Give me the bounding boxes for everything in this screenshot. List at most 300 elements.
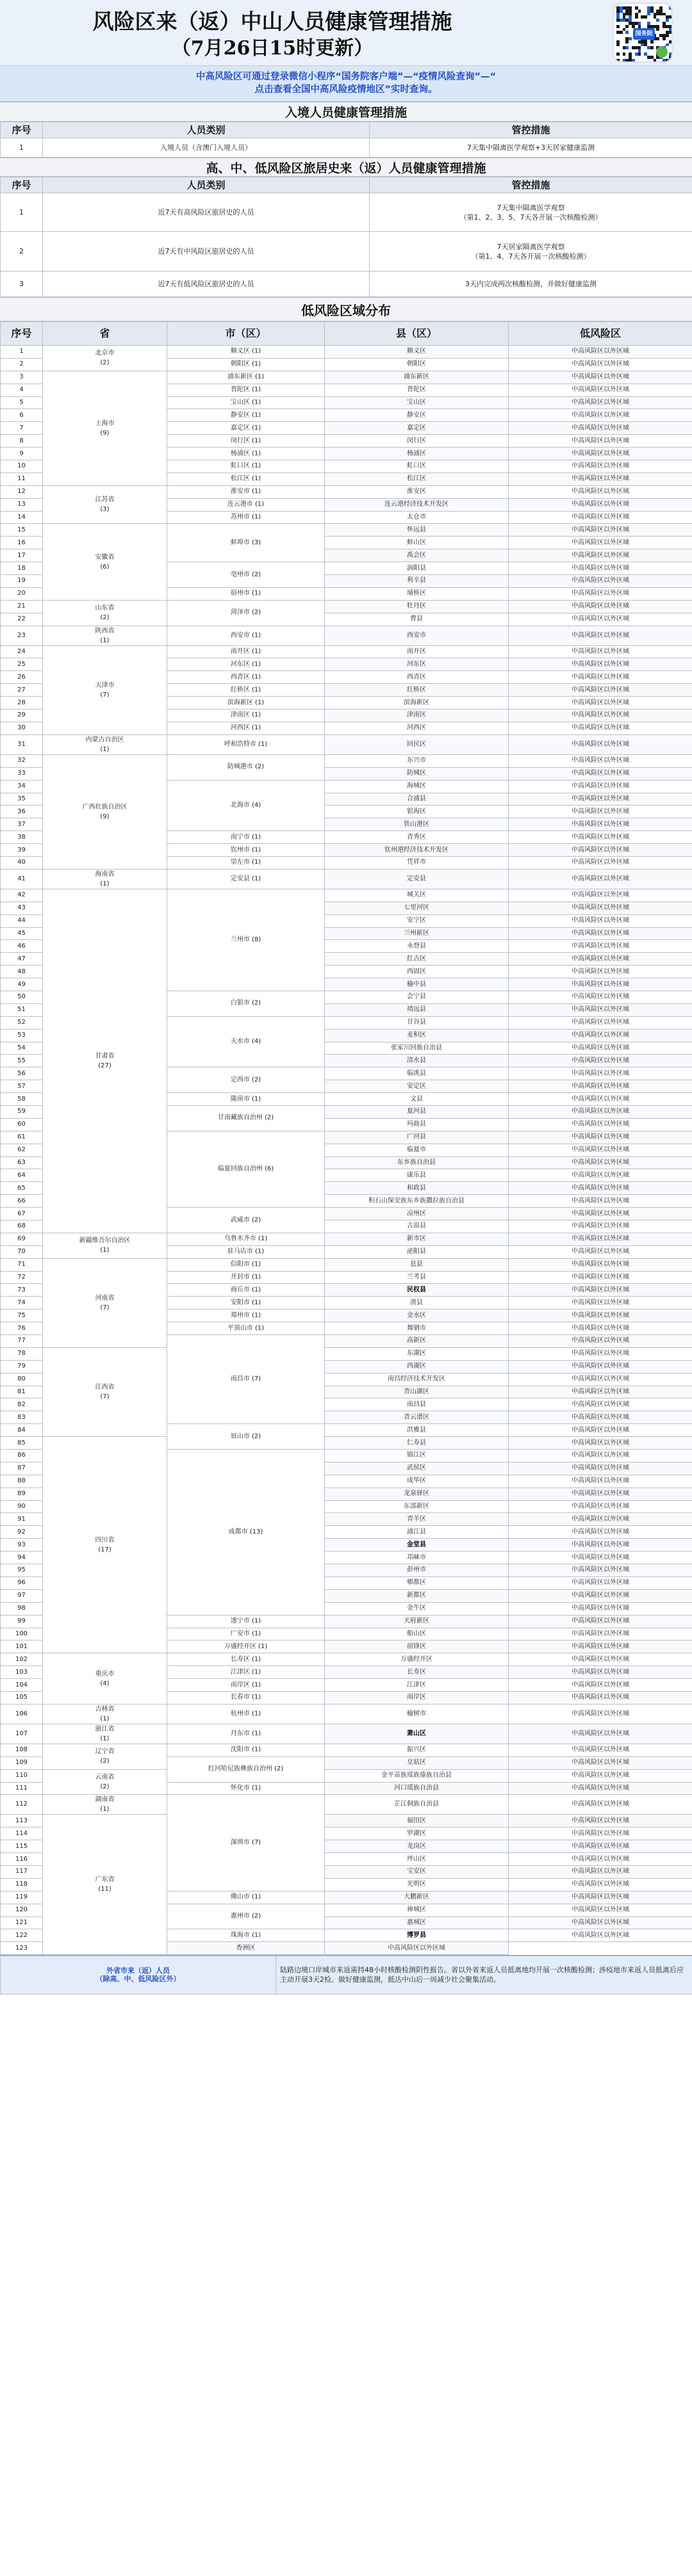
row-no: 26 <box>1 671 43 684</box>
row-no: 50 <box>1 991 43 1003</box>
table-row <box>1 1795 692 1815</box>
row-no: 9 <box>1 448 43 460</box>
area-cell: 中高风险区以外区域 <box>509 1373 692 1386</box>
county-cell: 泌阳县 <box>325 1245 509 1258</box>
city-cell: 菏泽市 (2) <box>167 600 325 626</box>
area-cell: 中高风险区以外区域 <box>509 575 692 588</box>
row-no: 10 <box>1 460 43 473</box>
county-cell: 宝山区 <box>325 396 509 409</box>
row-no: 40 <box>1 856 43 869</box>
city-cell: 红河哈尼族彝族自治州 (2) <box>167 1756 325 1782</box>
row-no: 28 <box>1 697 43 709</box>
county-cell: 张家川回族自治县 <box>325 1042 509 1055</box>
col-no: 序号 <box>1 177 43 193</box>
row-no: 75 <box>1 1309 43 1322</box>
row-no: 37 <box>1 818 43 831</box>
county-cell: 广河县 <box>325 1131 509 1144</box>
county-cell: 榆树市 <box>325 1704 509 1724</box>
row-no: 92 <box>1 1526 43 1539</box>
county-cell: 安宁区 <box>325 914 509 927</box>
province-cell: 天津市 (7) <box>43 645 167 734</box>
county-cell: 文县 <box>325 1093 509 1106</box>
city-cell: 驻马店市 (1) <box>167 1245 325 1258</box>
row-no: 43 <box>1 902 43 914</box>
area-cell: 中高风险区以外区域 <box>509 1029 692 1042</box>
row-no: 5 <box>1 396 43 409</box>
area-cell: 中高风险区以外区域 <box>509 1118 692 1131</box>
row-no: 45 <box>1 927 43 940</box>
area-cell: 中高风险区以外区域 <box>509 1347 692 1360</box>
row-no: 34 <box>1 780 43 793</box>
county-cell: 甘谷县 <box>325 1016 509 1029</box>
area-cell: 中高风险区以外区域 <box>509 1640 692 1653</box>
row-no: 6 <box>1 409 43 422</box>
row-no: 94 <box>1 1551 43 1564</box>
row-no: 70 <box>1 1245 43 1258</box>
county-cell: 临夏市 <box>325 1144 509 1156</box>
county-cell: 金牛区 <box>325 1602 509 1615</box>
area-cell: 中高风险区以外区域 <box>509 1182 692 1195</box>
county-cell: 新市区 <box>325 1233 509 1245</box>
measure-line1: 7天居家隔离医学观察 <box>497 242 565 251</box>
area-cell: 中高风险区以外区域 <box>509 1360 692 1373</box>
county-cell: 舞钢市 <box>325 1322 509 1335</box>
county-cell: 兰州新区 <box>325 927 509 940</box>
row-no: 97 <box>1 1589 43 1602</box>
area-cell: 中高风险区以外区域 <box>509 1891 692 1904</box>
col-no: 序号 <box>1 122 43 138</box>
row-no: 8 <box>1 435 43 448</box>
area-cell: 中高风险区以外区域 <box>509 914 692 927</box>
area-cell: 中高风险区以外区域 <box>509 1067 692 1080</box>
row-no: 82 <box>1 1398 43 1411</box>
area-cell: 中高风险区以外区域 <box>509 1704 692 1724</box>
area-cell: 中高风险区以外区域 <box>509 1916 692 1929</box>
row-no: 44 <box>1 914 43 927</box>
row-no: 3 <box>1 271 43 297</box>
row-type: 近7天有低风险区旅居史的人员 <box>43 271 370 297</box>
row-no: 20 <box>1 587 43 600</box>
area-cell: 中高风险区以外区域 <box>509 793 692 806</box>
area-cell: 中高风险区以外区域 <box>509 806 692 818</box>
row-no: 65 <box>1 1182 43 1195</box>
row-no: 115 <box>1 1840 43 1853</box>
area-cell: 中高风险区以外区域 <box>509 396 692 409</box>
county-cell: 连云港经济技术开发区 <box>325 498 509 511</box>
area-cell: 中高风险区以外区域 <box>509 1691 692 1704</box>
county-cell: 万盛经开区 <box>325 1653 509 1666</box>
county-cell: 锦江区 <box>325 1450 509 1462</box>
notice-line2: 点击查看全国中高风险疫情地区”实时查询。 <box>254 85 438 95</box>
area-cell: 中高风险区以外区域 <box>509 869 692 889</box>
city-cell: 河西区 (1) <box>167 722 325 734</box>
county-cell: 民权县 <box>325 1284 509 1297</box>
county-cell: 顺义区 <box>325 346 509 359</box>
province-cell: 云南省 (2) <box>43 1769 167 1795</box>
area-cell: 中高风险区以外区域 <box>509 1245 692 1258</box>
row-no: 96 <box>1 1576 43 1589</box>
area-cell: 中高风险区以外区域 <box>509 1220 692 1233</box>
area-cell: 中高风险区以外区域 <box>509 1815 692 1827</box>
area-cell: 中高风险区以外区域 <box>509 448 692 460</box>
area-cell: 中高风险区以外区域 <box>509 1782 692 1795</box>
county-cell: 杨浦区 <box>325 448 509 460</box>
area-cell: 中高风险区以外区域 <box>509 927 692 940</box>
county-cell: 禅城区 <box>325 1904 509 1916</box>
county-cell: 西湖区 <box>325 1360 509 1373</box>
city-cell: 遂宁市 (1) <box>167 1615 325 1628</box>
county-cell: 长寿区 <box>325 1666 509 1679</box>
row-type: 入境人员（含澳门入境人员） <box>43 138 370 158</box>
row-no: 35 <box>1 793 43 806</box>
county-cell: 松江区 <box>325 473 509 485</box>
row-no: 64 <box>1 1169 43 1182</box>
row-no: 1 <box>1 193 43 232</box>
city-cell: 杨浦区 (1) <box>167 448 325 460</box>
city-cell: 亳州市 (2) <box>167 562 325 588</box>
area-cell: 中高风险区以外区域 <box>509 600 692 613</box>
county-cell: 南昌经济技术开发区 <box>325 1373 509 1386</box>
county-cell: 钦州港经济技术开发区 <box>325 844 509 857</box>
notice <box>0 66 692 102</box>
row-no: 12 <box>1 485 43 498</box>
row-no: 110 <box>1 1769 43 1782</box>
area-cell: 中高风险区以外区域 <box>509 1589 692 1602</box>
city-cell: 眉山市 (2) <box>167 1424 325 1450</box>
county-cell: 防城区 <box>325 767 509 780</box>
city-cell: 松江区 (1) <box>167 473 325 485</box>
province-cell: 广东省 (11) <box>43 1815 167 1955</box>
row-no: 117 <box>1 1865 43 1878</box>
row-no: 27 <box>1 684 43 697</box>
area-cell: 中高风险区以外区域 <box>509 1195 692 1208</box>
city-cell: 滨海新区 (1) <box>167 697 325 709</box>
city-cell: 珠海市 (1) <box>167 1929 325 1942</box>
area-cell: 中高风险区以外区域 <box>509 409 692 422</box>
sec1-title: 入境人员健康管理措施 <box>0 102 692 122</box>
county-cell: 津南区 <box>325 709 509 722</box>
county-cell: 皇姑区 <box>325 1756 509 1769</box>
row-no: 14 <box>1 511 43 524</box>
province-cell: 江苏省 (3) <box>43 485 167 524</box>
measure-line2: （第1、2、3、5、7天各开展一次核酸检测） <box>459 213 602 222</box>
city-cell: 信阳市 (1) <box>167 1258 325 1271</box>
county-cell: 滑县 <box>325 1297 509 1309</box>
county-cell: 东兴市 <box>325 754 509 767</box>
city-cell: 武威市 (2) <box>167 1208 325 1233</box>
qr-code[interactable] <box>613 3 673 63</box>
footer-left-line2: （除高、中、低风险区外） <box>95 1975 181 1984</box>
area-cell: 中高风险区以外区域 <box>509 626 692 645</box>
row-measure <box>370 271 692 297</box>
county-cell: 船山区 <box>325 1628 509 1640</box>
row-no: 98 <box>1 1602 43 1615</box>
county-cell: 大鹏新区 <box>325 1891 509 1904</box>
row-no: 49 <box>1 978 43 991</box>
county-cell: 青山湖区 <box>325 1386 509 1398</box>
row-no: 32 <box>1 754 43 767</box>
city-cell: 朝阳区 (1) <box>167 358 325 371</box>
row-no: 113 <box>1 1815 43 1827</box>
row-no: 24 <box>1 645 43 658</box>
city-cell: 崇左市 (1) <box>167 856 325 869</box>
county-cell: 高新区 <box>325 1335 509 1348</box>
county-cell: 城关区 <box>325 889 509 902</box>
province-cell: 山东省 (2) <box>43 600 167 626</box>
row-no: 63 <box>1 1156 43 1169</box>
row-no: 120 <box>1 1904 43 1916</box>
county-cell: 龙岗区 <box>325 1840 509 1853</box>
area-cell: 中高风险区以外区域 <box>509 1284 692 1297</box>
city-cell: 南昌市 (7) <box>167 1335 325 1424</box>
table-row <box>1 138 692 158</box>
row-no: 25 <box>1 658 43 671</box>
row-no: 2 <box>1 232 43 271</box>
area-cell: 中高风险区以外区域 <box>509 1105 692 1118</box>
row-no: 57 <box>1 1080 43 1093</box>
table-row <box>1 371 692 384</box>
county-cell: 彭州市 <box>325 1564 509 1577</box>
area-cell: 中高风险区以外区域 <box>509 1853 692 1866</box>
city-cell: 南岸区 (1) <box>167 1679 325 1692</box>
city-cell: 陇南市 (1) <box>167 1093 325 1106</box>
county-cell: 西固区 <box>325 966 509 978</box>
area-cell: 中高风险区以外区域 <box>509 1904 692 1916</box>
area-cell: 中高风险区以外区域 <box>509 1080 692 1093</box>
area-cell: 中高风险区以外区域 <box>509 511 692 524</box>
city-cell: 苏州市 (1) <box>167 511 325 524</box>
area-cell: 中高风险区以外区域 <box>509 1003 692 1016</box>
county-cell: 牡丹区 <box>325 600 509 613</box>
table-row <box>1 626 692 645</box>
row-no: 76 <box>1 1322 43 1335</box>
county-cell: 金平苗族瑶族傣族自治县 <box>325 1769 509 1782</box>
area-cell: 中高风险区以外区域 <box>509 734 692 754</box>
county-cell: 河口瑶族自治县 <box>325 1782 509 1795</box>
city-cell: 白银市 (2) <box>167 991 325 1016</box>
province-cell: 湖南省 (1) <box>43 1795 167 1815</box>
city-cell: 钦州市 (1) <box>167 844 325 857</box>
table-row <box>1 524 692 537</box>
area-cell: 中高风险区以外区域 <box>509 1055 692 1067</box>
city-cell: 安阳市 (1) <box>167 1297 325 1309</box>
area-cell: 中高风险区以外区域 <box>509 1827 692 1840</box>
city-cell: 宿州市 (1) <box>167 587 325 600</box>
county-cell: 萧山区 <box>325 1724 509 1744</box>
city-cell: 宝山区 (1) <box>167 396 325 409</box>
province-cell: 浙江省 (1) <box>43 1724 167 1744</box>
county-cell: 天府新区 <box>325 1615 509 1628</box>
county-cell: 龙泉驿区 <box>325 1487 509 1500</box>
row-no: 15 <box>1 524 43 537</box>
row-measure <box>370 232 692 271</box>
city-cell: 兰州市 (8) <box>167 889 325 991</box>
row-no: 4 <box>1 384 43 396</box>
county-cell: 邛崃市 <box>325 1551 509 1564</box>
county-cell: 凭祥市 <box>325 856 509 869</box>
county-cell: 武侯区 <box>325 1462 509 1475</box>
table-row <box>1 1347 692 1360</box>
city-cell: 南宁市 (1) <box>167 831 325 844</box>
row-no: 47 <box>1 953 43 966</box>
col-no: 序号 <box>1 322 43 346</box>
row-type: 近7天有中风险区旅居史的人员 <box>43 232 370 271</box>
area-cell: 中高风险区以外区域 <box>509 1016 692 1029</box>
city-cell: 顺义区 (1) <box>167 346 325 359</box>
row-no: 18 <box>1 562 43 575</box>
county-cell: 青云谱区 <box>325 1411 509 1424</box>
city-cell: 长春市 (1) <box>167 1691 325 1704</box>
area-cell: 中高风险区以外区域 <box>509 1462 692 1475</box>
col-city: 市（区） <box>167 322 325 346</box>
county-cell: 金水区 <box>325 1309 509 1322</box>
city-cell: 怀化市 (1) <box>167 1782 325 1795</box>
notice-line1: 中高风险区可通过登录微信小程序“国务院客户端”—“疫情风险查询”—“ <box>195 72 497 82</box>
area-cell: 中高风险区以外区域 <box>509 658 692 671</box>
row-no: 68 <box>1 1220 43 1233</box>
city-cell: 商丘市 (1) <box>167 1284 325 1297</box>
col-prov: 省 <box>43 322 167 346</box>
province-cell: 吉林省 (1) <box>43 1704 167 1724</box>
city-cell: 广安市 (1) <box>167 1628 325 1640</box>
county-cell: 朝阳区 <box>325 358 509 371</box>
footer-left-line1: 外省市来（返）人员 <box>106 1966 170 1975</box>
city-cell: 江津区 (1) <box>167 1666 325 1679</box>
county-cell: 河西区 <box>325 722 509 734</box>
row-no: 77 <box>1 1335 43 1348</box>
area-cell: 中高风险区以外区域 <box>509 902 692 914</box>
province-cell: 安徽省 (6) <box>43 524 167 600</box>
city-cell: 津南区 (1) <box>167 709 325 722</box>
table-row <box>1 600 692 613</box>
row-no: 90 <box>1 1500 43 1513</box>
footer-table <box>0 1955 692 1995</box>
row-no: 72 <box>1 1271 43 1284</box>
row-measure: 7天集中隔离医学观察+3天居家健康监测 <box>370 138 692 158</box>
area-cell: 中高风险区以外区域 <box>509 1724 692 1744</box>
row-no: 114 <box>1 1827 43 1840</box>
row-no: 71 <box>1 1258 43 1271</box>
area-cell: 中高风险区以外区域 <box>509 1322 692 1335</box>
table-row <box>1 889 692 902</box>
row-no: 106 <box>1 1704 43 1724</box>
county-cell: 息县 <box>325 1258 509 1271</box>
row-no: 100 <box>1 1628 43 1640</box>
row-no: 105 <box>1 1691 43 1704</box>
row-no: 41 <box>1 869 43 889</box>
province-cell: 广西壮族自治区 (9) <box>43 754 167 869</box>
city-cell: 呼和浩特市 (1) <box>167 734 325 754</box>
county-cell: 古浪县 <box>325 1220 509 1233</box>
city-cell: 临夏回族自治州 (6) <box>167 1131 325 1207</box>
row-no: 109 <box>1 1756 43 1769</box>
row-no: 60 <box>1 1118 43 1131</box>
county-cell: 南开区 <box>325 645 509 658</box>
area-cell: 中高风险区以外区域 <box>509 1539 692 1551</box>
row-no: 83 <box>1 1411 43 1424</box>
row-no: 79 <box>1 1360 43 1373</box>
area-cell: 中高风险区以外区域 <box>509 1335 692 1348</box>
table-row <box>1 1724 692 1744</box>
table-row <box>1 1653 692 1666</box>
city-cell: 天水市 (4) <box>167 1016 325 1067</box>
county-cell: 光明区 <box>325 1878 509 1891</box>
qr-badge: 国务院 <box>633 28 655 40</box>
county-cell: 铁山港区 <box>325 818 509 831</box>
county-cell: 静安区 <box>325 409 509 422</box>
row-no: 58 <box>1 1093 43 1106</box>
city-cell: 乌鲁木齐市 (1) <box>167 1233 325 1245</box>
county-cell: 新都区 <box>325 1589 509 1602</box>
county-cell: 前锋区 <box>325 1640 509 1653</box>
county-cell: 太仓市 <box>325 511 509 524</box>
province-cell: 辽宁省 (2) <box>43 1744 167 1769</box>
area-cell: 中高风险区以外区域 <box>509 1679 692 1692</box>
table-row <box>1 754 692 767</box>
city-cell: 西青区 (1) <box>167 671 325 684</box>
row-no: 53 <box>1 1029 43 1042</box>
area-cell: 中高风险区以外区域 <box>509 549 692 562</box>
row-no: 51 <box>1 1003 43 1016</box>
city-cell: 虹口区 (1) <box>167 460 325 473</box>
area-cell: 中高风险区以外区域 <box>509 1450 692 1462</box>
area-cell: 中高风险区以外区域 <box>509 1156 692 1169</box>
table-row <box>1 734 692 754</box>
area-cell: 中高风险区以外区域 <box>509 1309 692 1322</box>
county-cell: 兰考县 <box>325 1271 509 1284</box>
area-cell: 中高风险区以外区域 <box>325 1942 509 1955</box>
row-no: 102 <box>1 1653 43 1666</box>
table-row <box>1 1258 692 1271</box>
area-cell: 中高风险区以外区域 <box>509 1208 692 1220</box>
area-cell: 中高风险区以外区域 <box>509 780 692 793</box>
row-no: 86 <box>1 1450 43 1462</box>
area-cell: 中高风险区以外区域 <box>509 1744 692 1756</box>
area-cell: 中高风险区以外区域 <box>509 1500 692 1513</box>
county-cell: 普陀区 <box>325 384 509 396</box>
county-cell: 榆中县 <box>325 978 509 991</box>
county-cell: 利辛县 <box>325 575 509 588</box>
city-cell: 普陀区 (1) <box>167 384 325 396</box>
county-cell: 浦东新区 <box>325 371 509 384</box>
province-cell: 内蒙古自治区 (1) <box>43 734 167 754</box>
row-no: 11 <box>1 473 43 485</box>
row-type: 近7天有高风险区旅居史的人员 <box>43 193 370 232</box>
measure-line2: （第1、4、7天各开展一次核酸检测） <box>471 252 591 261</box>
county-cell: 江津区 <box>325 1679 509 1692</box>
table-row <box>1 232 692 271</box>
county-cell: 红桥区 <box>325 684 509 697</box>
county-cell: 罗湖区 <box>325 1827 509 1840</box>
area-cell: 中高风险区以外区域 <box>509 966 692 978</box>
area-cell: 中高风险区以外区域 <box>509 1929 692 1942</box>
row-no: 119 <box>1 1891 43 1904</box>
province-cell: 甘肃省 (27) <box>43 889 167 1233</box>
col-county: 县（区） <box>325 322 509 346</box>
area-cell: 中高风险区以外区域 <box>509 1769 692 1782</box>
area-cell: 中高风险区以外区域 <box>509 524 692 537</box>
county-cell: 淮安区 <box>325 485 509 498</box>
city-cell: 闵行区 (1) <box>167 435 325 448</box>
area-cell: 中高风险区以外区域 <box>509 435 692 448</box>
city-cell: 郑州市 (1) <box>167 1309 325 1322</box>
area-cell: 中高风险区以外区域 <box>509 1602 692 1615</box>
city-cell: 连云港市 (1) <box>167 498 325 511</box>
city-cell: 静安区 (1) <box>167 409 325 422</box>
measure-line1: 7天集中隔离医学观察 <box>497 203 565 212</box>
county-cell: 红古区 <box>325 953 509 966</box>
province-cell: 江西省 (7) <box>43 1347 167 1436</box>
